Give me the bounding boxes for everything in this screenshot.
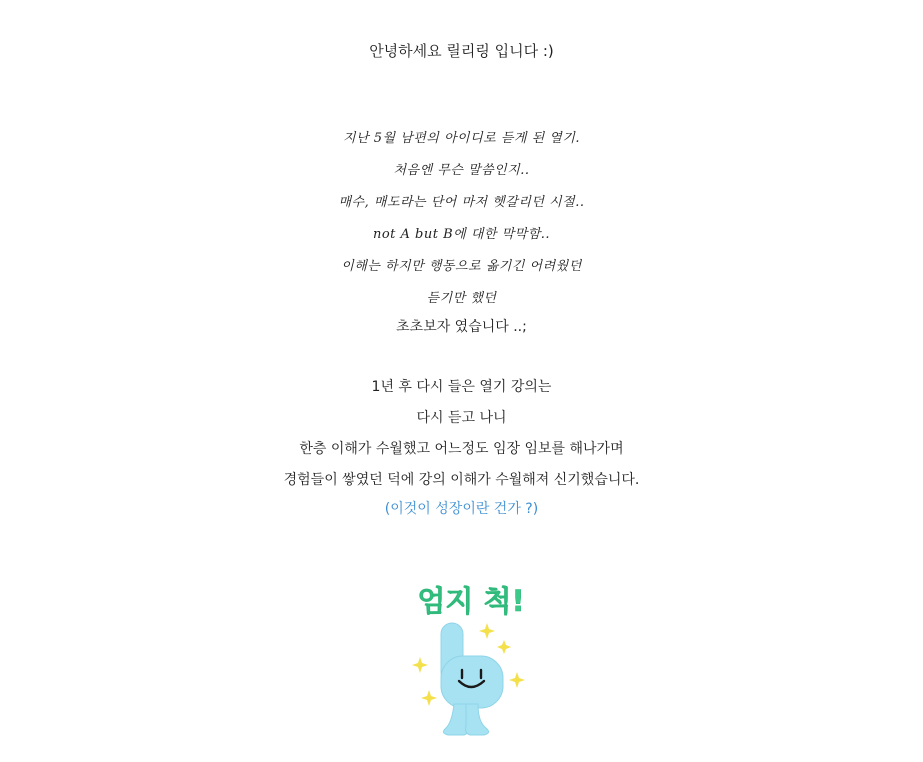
thumbs-up-sticker [396,578,546,748]
intro-line-5: 이해는 하지만 행동으로 옮기긴 어려웠던 [341,259,582,274]
sticker-text: 엄지 척! [417,584,525,618]
second-line-4: 경험들이 쌓였던 덕에 강의 이해가 수월해져 신기했습니다. [283,472,640,488]
thumbs-up-character-icon [396,578,546,748]
intro-line-2: 처음엔 무슨 말씀인지.. [393,163,530,178]
second-line-5-highlight: (이것이 성장이란 건가 ?) [384,501,539,517]
second-line-2: 다시 듣고 나니 [416,410,507,426]
second-line-1: 1년 후 다시 들은 열기 강의는 [371,379,552,395]
intro-line-7: 초초보자 였습니다 ..; [396,319,527,335]
intro-line-3: 매수, 매도라는 단어 마저 헷갈리던 시절.. [338,195,585,210]
intro-line-6: 듣기만 했던 [426,291,497,306]
character-body [441,623,503,735]
greeting-line: 안녕하세요 릴리링 입니다 :) [369,42,554,60]
intro-line-1: 지난 5월 남편의 아이디로 듣게 된 열기. [342,131,581,146]
second-line-3: 한층 이해가 수월했고 어느정도 임장 임보를 해나가며 [299,441,624,457]
intro-line-4: not A but B에 대한 막막함.. [372,227,551,242]
